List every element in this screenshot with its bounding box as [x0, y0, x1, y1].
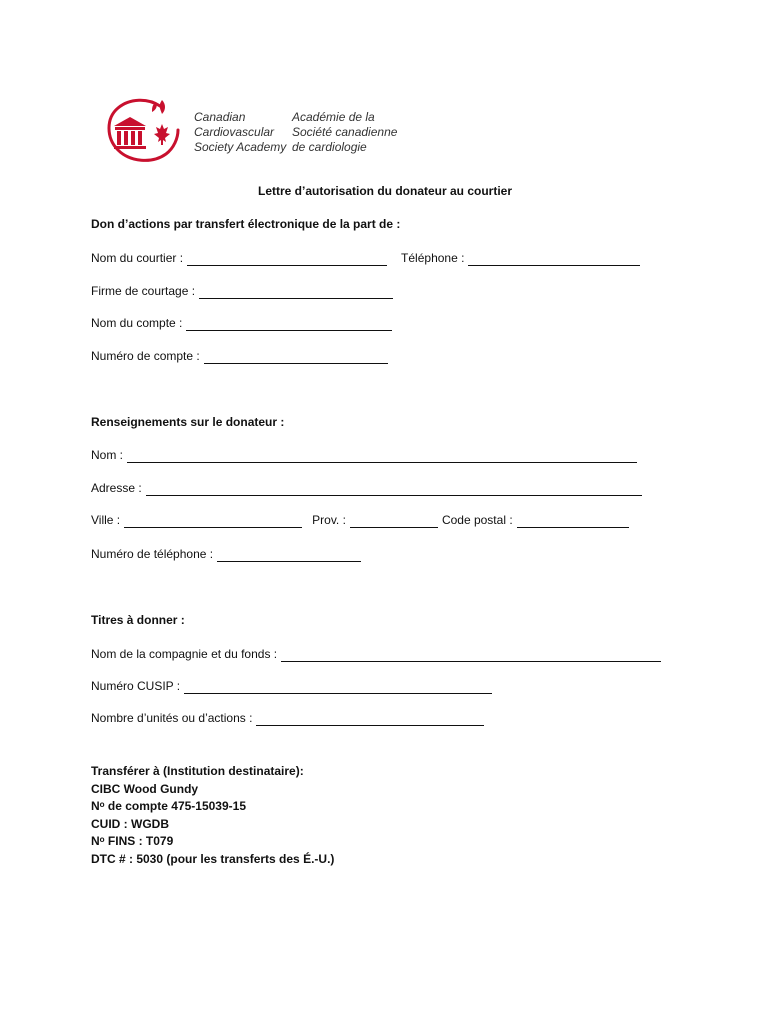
- account-name-field[interactable]: [186, 318, 392, 331]
- logo-en-line: Society Academy: [194, 140, 287, 154]
- recipient-line: DTC # : 5030 (pour les transferts des É.-U.): [91, 851, 335, 866]
- account-number-label: Numéro de compte :: [91, 349, 200, 363]
- logo-en-line: Cardiovascular: [194, 125, 275, 139]
- province-label: Prov. :: [312, 513, 346, 527]
- section-heading-donor: Renseignements sur le donateur :: [91, 415, 285, 429]
- logo-english-name: [194, 110, 286, 155]
- recipient-heading: Transférer à (Institution destinataire):: [91, 764, 304, 778]
- recipient-line: Nᵒ FINS : T079: [91, 834, 174, 848]
- city-field[interactable]: [124, 515, 302, 528]
- account-name-row: [91, 315, 392, 331]
- account-name-label: Nom du compte :: [91, 316, 183, 330]
- donor-phone-field[interactable]: [217, 549, 361, 562]
- broker-name-label: Nom du courtier :: [91, 251, 184, 265]
- company-fund-label: Nom de la compagnie et du fonds :: [91, 647, 278, 661]
- donor-city-row: [91, 512, 629, 528]
- broker-name-field[interactable]: [187, 253, 387, 266]
- logo-en-line: Canadian: [194, 110, 246, 124]
- academy-emblem-icon: [100, 96, 190, 168]
- broker-phone-row: [91, 250, 640, 266]
- donor-name-label: Nom :: [91, 448, 124, 462]
- company-fund-row: [91, 646, 661, 662]
- document-title: Lettre d’autorisation du donateur au courtier: [257, 184, 513, 198]
- broker-phone-field[interactable]: [468, 253, 640, 266]
- cusip-row: [91, 678, 492, 694]
- ccs-academy-logo: [100, 96, 410, 168]
- units-label: Nombre d’unités ou d’actions :: [91, 711, 253, 725]
- cusip-label: Numéro CUSIP :: [91, 679, 181, 693]
- logo-fr-line: Académie de la: [292, 110, 375, 124]
- province-field[interactable]: [350, 515, 438, 528]
- postal-code-field[interactable]: [517, 515, 629, 528]
- company-fund-field[interactable]: [281, 649, 661, 662]
- donor-name-field[interactable]: [127, 450, 637, 463]
- donor-phone-label: Numéro de téléphone :: [91, 547, 214, 561]
- cusip-field[interactable]: [184, 681, 492, 694]
- recipient-line: CUID : WGDB: [91, 816, 169, 831]
- phone-label: Téléphone :: [401, 251, 465, 265]
- logo-fr-line: Société canadienne: [292, 125, 398, 139]
- donor-address-row: [91, 480, 642, 496]
- donor-name-row: [91, 447, 637, 463]
- logo-fr-line: de cardiologie: [292, 140, 367, 154]
- donor-address-label: Adresse :: [91, 481, 142, 495]
- account-number-row: [91, 348, 388, 364]
- firm-row: [91, 283, 393, 299]
- section-heading-securities: Titres à donner :: [91, 613, 185, 627]
- city-label: Ville :: [91, 513, 121, 527]
- units-field[interactable]: [256, 713, 484, 726]
- recipient-institution-block: [91, 763, 334, 868]
- recipient-line: Nᵒ de compte 475-15039-15: [91, 799, 246, 813]
- account-number-field[interactable]: [204, 351, 388, 364]
- firm-label: Firme de courtage :: [91, 284, 196, 298]
- donor-address-field[interactable]: [146, 483, 642, 496]
- recipient-line: CIBC Wood Gundy: [91, 781, 199, 796]
- units-row: [91, 710, 484, 726]
- postal-code-label: Code postal :: [441, 513, 513, 527]
- firm-field[interactable]: [199, 286, 393, 299]
- section-heading-transfer: Don d’actions par transfert électronique de la part de :: [91, 217, 401, 231]
- donor-phone-row: [91, 546, 361, 562]
- logo-french-name: [292, 110, 397, 155]
